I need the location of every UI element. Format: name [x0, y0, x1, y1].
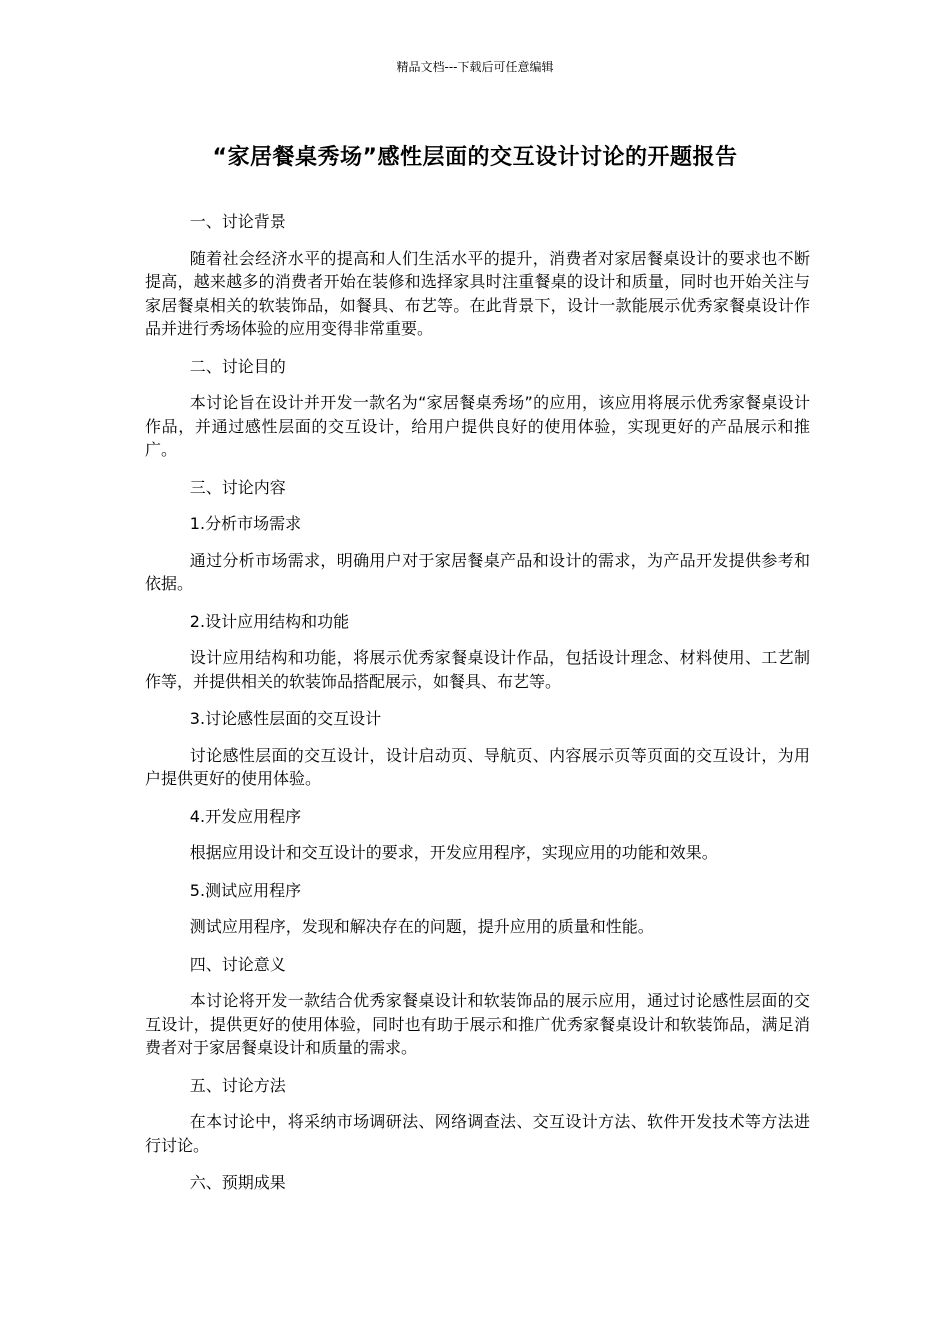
paragraph-app-structure: 设计应用结构和功能，将展示优秀家餐桌设计作品，包括设计理念、材料使用、工艺制作等，并提供相关的软装饰品搭配展示，如餐具、布艺等。 [145, 648, 810, 691]
paragraph-significance: 本讨论将开发一款结合优秀家餐桌设计和软装饰品的展示应用，通过讨论感性层面的交互设计，提供更好的使用体验，同时也有助于展示和推广优秀家餐桌设计和软装饰品，满足消费者对于家居餐桌设计和质量的需求。 [145, 991, 810, 1057]
subheading-interaction-design: 3.讨论感性层面的交互设计 [189, 709, 382, 728]
subheading-app-testing: 5.测试应用程序 [189, 880, 302, 900]
paragraph-app-testing: 测试应用程序，发现和解决存在的问题，提升应用的质量和性能。 [189, 917, 654, 936]
paragraph-purpose: 本讨论旨在设计并开发一款名为“家居餐桌秀场”的应用，该应用将展示优秀家餐桌设计作品，并通过感性层面的交互设计，给用户提供良好的使用体验，实现更好的产品展示和推广。 [145, 393, 810, 459]
paragraph-method: 在本讨论中，将采纳市场调研法、网络调查法、交互设计方法、软件开发技术等方法进行讨论。 [145, 1112, 810, 1155]
header-note: 精品文档---下载后可任意编辑 [396, 60, 554, 74]
section-heading-method: 五、讨论方法 [189, 1075, 286, 1095]
document-body [145, 210, 810, 1208]
subheading-app-structure: 2.设计应用结构和功能 [189, 611, 350, 631]
section-heading-results: 六、预期成果 [189, 1173, 286, 1192]
paragraph-app-development: 根据应用设计和交互设计的要求，开发应用程序，实现应用的功能和效果。 [189, 843, 718, 862]
section-heading-significance: 四、讨论意义 [189, 954, 286, 974]
section-heading-purpose: 二、讨论目的 [189, 356, 286, 376]
section-heading-background: 一、讨论背景 [189, 212, 286, 231]
section-heading-content: 三、讨论内容 [189, 477, 286, 497]
paragraph-interaction-design: 讨论感性层面的交互设计，设计启动页、导航页、内容展示页等页面的交互设计，为用户提供更好的使用体验。 [145, 745, 810, 788]
paragraph-background: 随着社会经济水平的提高和人们生活水平的提升，消费者对家居餐桌设计的要求也不断提高，越来越多的消费者开始在装修和选择家具时注重餐桌的设计和质量，同时也开始关注与家居餐桌相关的软装饰品，如餐具、布艺等。在此背景下，设计一款能展示优秀家餐桌设计作品并进行秀场体验的应用变得非常重要。 [145, 248, 810, 338]
subheading-market-analysis: 1.分析市场需求 [189, 514, 302, 533]
subheading-app-development: 4.开发应用程序 [189, 806, 302, 826]
document-title: “家居餐桌秀场”感性层面的交互设计讨论的开题报告 [212, 145, 738, 170]
paragraph-market-analysis: 通过分析市场需求，明确用户对于家居餐桌产品和设计的需求，为产品开发提供参考和依据。 [145, 550, 810, 593]
